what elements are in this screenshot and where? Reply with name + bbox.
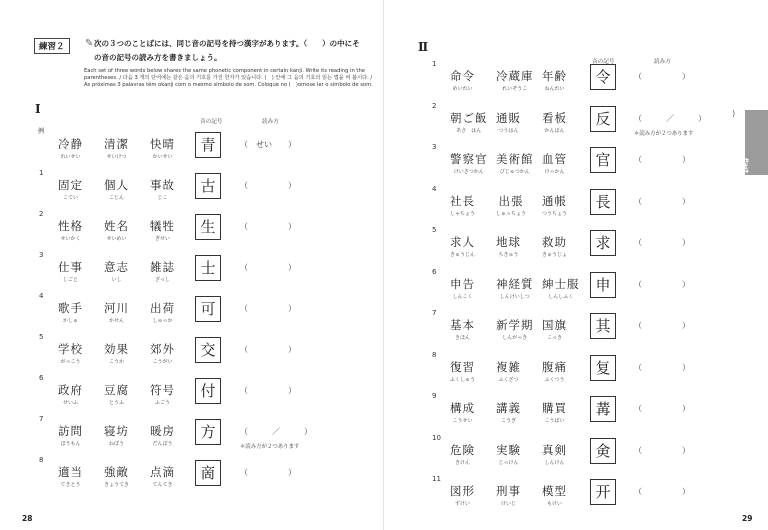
right-item	[384, 351, 768, 383]
part-side-tab	[742, 110, 768, 181]
word-reading: こうばい	[544, 418, 565, 424]
vocab-word	[496, 317, 534, 341]
right-item	[384, 309, 768, 341]
word-reading: かんばん	[544, 127, 565, 134]
left-item	[0, 456, 384, 488]
right-item	[384, 268, 768, 300]
item-number: 8	[39, 456, 44, 464]
phonetic-symbol-box: 复	[590, 355, 616, 381]
word-kanji: 出荷	[150, 301, 175, 315]
word-reading: ほうもん	[60, 441, 81, 447]
right-item	[384, 185, 768, 217]
vocab-word	[542, 483, 567, 507]
word-kanji: 紳士服	[542, 276, 580, 291]
word-kanji: 性格	[58, 219, 83, 233]
left-item	[0, 292, 384, 324]
answer-field[interactable]: （ ）	[634, 238, 690, 247]
left-item	[0, 210, 384, 242]
vocab-word	[58, 341, 83, 365]
word-reading: しんけん	[544, 459, 565, 466]
vocab-word	[542, 359, 567, 383]
word-kanji: 刑事	[496, 484, 521, 498]
vocab-word	[542, 193, 567, 217]
word-reading: ふくしゅう	[450, 376, 476, 383]
word-kanji: 犠牲	[150, 219, 175, 233]
item-number: 2	[39, 210, 44, 218]
answer-field[interactable]: （ ）	[634, 279, 690, 289]
word-kanji: 符号	[150, 383, 175, 397]
margin-mark: )	[732, 109, 736, 118]
answer-field[interactable]: （ ）	[240, 304, 296, 313]
word-reading: せいかく	[60, 236, 81, 242]
word-kanji: 真剣	[542, 442, 567, 457]
vocab-word	[104, 259, 129, 283]
two-readings-note: ＊読み方が２つあります	[240, 444, 300, 450]
vocab-word	[450, 442, 475, 466]
item-number: 2	[432, 101, 437, 110]
phonetic-symbol-box: 冓	[590, 396, 616, 422]
word-reading: ぎせい	[154, 236, 170, 242]
vocab-word	[104, 341, 129, 365]
vocab-word	[450, 317, 475, 341]
item-number: 3	[39, 251, 44, 259]
word-reading: つうはん	[498, 127, 519, 134]
word-kanji: 通販	[496, 110, 521, 125]
word-kanji: 効果	[104, 342, 129, 356]
word-kanji: 点滴	[150, 465, 175, 479]
word-kanji: 社長	[450, 193, 475, 208]
word-kanji: 命令	[450, 69, 475, 83]
word-reading: けっかん	[544, 169, 565, 175]
word-reading: きほん	[454, 335, 470, 341]
vocab-word	[150, 177, 175, 201]
word-kanji: 復習	[450, 359, 475, 374]
word-reading: こうがい	[152, 359, 173, 365]
word-reading: せいけつ	[106, 154, 127, 160]
vocab-word	[104, 177, 129, 201]
word-kanji: 講義	[496, 401, 521, 415]
answer-field[interactable]: （ ）	[634, 155, 690, 164]
answer-field[interactable]: （ せい ）	[240, 140, 296, 149]
word-reading: もけい	[546, 501, 562, 507]
word-reading: びじゅつかん	[499, 169, 530, 175]
left-item	[0, 251, 384, 283]
vocab-word	[58, 218, 83, 242]
word-kanji: 出張	[498, 193, 524, 208]
word-kanji: 国旗	[542, 318, 567, 332]
answer-field[interactable]: （ ）	[634, 321, 690, 330]
word-kanji: 神経質	[496, 276, 534, 291]
right-item	[384, 392, 768, 424]
word-kanji: 学校	[58, 342, 83, 356]
phonetic-symbol-box: 㑒	[590, 438, 616, 464]
vocab-word	[150, 136, 175, 160]
word-reading: ざっし	[154, 277, 170, 283]
word-kanji: 雑誌	[150, 260, 175, 274]
word-kanji: 図形	[450, 484, 475, 498]
vocab-word	[496, 359, 521, 383]
phonetic-symbol-box: 士	[195, 255, 221, 281]
word-reading: れいぞうこ	[502, 86, 528, 92]
word-kanji: 仕事	[58, 260, 83, 274]
two-readings-note: ＊読み方が２つあります	[634, 130, 694, 137]
left-item	[0, 169, 384, 201]
word-kanji: 姓名	[104, 219, 129, 233]
item-number: 7	[39, 415, 44, 423]
item-number: 11	[432, 475, 441, 483]
phonetic-symbol-box: 其	[590, 313, 616, 339]
word-reading: じこ	[157, 195, 168, 201]
vocab-word	[58, 464, 83, 488]
word-kanji: 救助	[542, 235, 567, 249]
word-kanji: 危険	[450, 442, 475, 457]
word-kanji: 実験	[496, 442, 521, 457]
word-kanji: 複雑	[496, 359, 521, 374]
answer-field[interactable]: （ ）	[240, 181, 296, 190]
vocab-word	[542, 400, 567, 424]
col-symbol-header-right: 音の記号	[592, 59, 615, 65]
word-reading: せいふ	[62, 400, 78, 406]
vocab-word	[542, 234, 567, 258]
word-reading: ちきゅう	[498, 252, 519, 258]
vocab-word	[496, 193, 526, 217]
page-number-left: 28	[22, 514, 33, 523]
vocab-word	[450, 110, 488, 134]
word-kanji: 朝ご飯	[450, 110, 488, 125]
vocab-word	[150, 382, 175, 406]
vocab-word	[450, 483, 475, 507]
word-reading: きょうてき	[104, 482, 130, 488]
vocab-word	[104, 136, 129, 160]
word-kanji: 購買	[542, 401, 567, 415]
vocab-word	[450, 68, 475, 92]
word-reading: しんしふく	[548, 293, 574, 300]
pencil-icon: ✎	[85, 38, 94, 49]
right-page	[384, 0, 768, 530]
left-item	[0, 374, 384, 406]
word-reading: しゅっちょう	[496, 210, 527, 217]
item-number: 6	[39, 374, 44, 382]
word-kanji: 年齢	[542, 69, 567, 83]
item-number: 6	[432, 267, 437, 276]
answer-field[interactable]: （ ）	[240, 386, 296, 395]
vocab-word	[542, 276, 580, 300]
answer-field[interactable]: （ ）	[634, 487, 690, 496]
page-number-right: 29	[742, 514, 753, 523]
col-symbol-header: 音の記号	[200, 119, 223, 125]
vocab-word	[496, 110, 521, 134]
item-number: 8	[432, 350, 437, 359]
word-reading: かいせい	[152, 154, 173, 160]
word-reading: しゃちょう	[450, 210, 476, 217]
item-number: 4	[39, 292, 44, 300]
word-reading: きゅうじん	[450, 252, 476, 258]
vocab-word	[450, 276, 475, 300]
word-kanji: 歌手	[58, 301, 83, 315]
item-number: 5	[432, 226, 437, 234]
word-kanji: 新学期	[496, 318, 534, 332]
word-reading: てんてき	[152, 482, 173, 488]
vocab-word	[496, 483, 521, 507]
word-kanji: 申告	[450, 276, 475, 291]
vocab-word	[542, 68, 567, 92]
left-item	[0, 415, 384, 450]
phonetic-symbol-box: 反	[590, 106, 616, 132]
vocab-word	[150, 341, 175, 365]
phonetic-symbol-box: 方	[195, 419, 221, 445]
answer-field[interactable]: （ ）	[634, 196, 690, 206]
col-reading-header-right: 読み方	[654, 59, 671, 65]
word-kanji: 河川	[104, 301, 129, 315]
vocab-word	[58, 300, 83, 324]
left-item	[0, 128, 384, 160]
word-reading: れいせい	[60, 154, 81, 160]
word-kanji: 腹痛	[542, 359, 567, 374]
vocab-word	[496, 68, 534, 92]
answer-field[interactable]: （ ）	[634, 362, 690, 372]
answer-field[interactable]: （ ）	[634, 72, 690, 81]
vocab-word	[496, 442, 521, 466]
word-kanji: 意志	[104, 260, 129, 274]
word-reading: きけん	[454, 459, 470, 466]
word-kanji: 基本	[450, 318, 475, 332]
vocab-word	[58, 136, 83, 160]
word-reading: けいじ	[500, 501, 516, 507]
word-reading: かしゅ	[62, 318, 78, 324]
word-reading: こうせい	[452, 418, 473, 424]
answer-field[interactable]: （ ）	[240, 222, 296, 231]
word-kanji: 個人	[104, 178, 129, 192]
vocab-word	[542, 110, 567, 134]
word-reading: しゅっか	[152, 318, 173, 324]
word-kanji: 固定	[58, 178, 83, 192]
word-reading: ふごう	[154, 400, 170, 406]
vocab-word	[496, 234, 521, 258]
word-reading: こうぎ	[500, 418, 516, 424]
word-kanji: 政府	[58, 383, 83, 397]
word-reading: ずけい	[454, 501, 470, 507]
vocab-word	[542, 442, 567, 466]
item-number: 10	[432, 433, 441, 442]
word-reading: しんこく	[452, 293, 473, 300]
instruction-translations: Each set of three words below shares the same phonetic component in certain kanji. Write its reading in the parentheses. / 다음 3 개의 단어에는 같은 음의 기호를 가진 한자가 있습니다. ( ) 안에 그 음의 기호의 읽는 법을 써 봅시다. / As próximas 3 palavras têm okanji com o mesmo símbolo de som. Coloque no ( )omose ler o símbolo de som.	[84, 68, 373, 88]
vocab-word	[104, 300, 129, 324]
phonetic-symbol-box: 交	[195, 337, 221, 363]
word-reading: つうちょう	[542, 210, 568, 217]
word-kanji: 訪問	[58, 424, 83, 438]
word-reading: こじん	[108, 195, 124, 201]
vocab-word	[104, 218, 129, 242]
answer-field[interactable]: （ ）	[240, 263, 296, 272]
word-reading: きゅうじょ	[542, 252, 568, 258]
vocab-word	[150, 423, 175, 447]
word-kanji: 暖房	[150, 424, 175, 438]
vocab-word	[58, 259, 83, 283]
vocab-word	[450, 151, 488, 175]
word-reading: とうふ	[108, 400, 124, 406]
word-kanji: 清潔	[104, 137, 129, 151]
right-item	[384, 475, 768, 507]
phonetic-symbol-box: 可	[195, 296, 221, 322]
item-number: 3	[432, 143, 437, 151]
vocab-word	[150, 464, 175, 488]
word-kanji: 豆腐	[104, 383, 129, 397]
vocab-word	[450, 193, 475, 217]
word-reading: ふくざつ	[498, 376, 519, 383]
exercise-badge: 練習２	[34, 38, 70, 54]
word-kanji: 強敵	[104, 465, 129, 479]
word-kanji: 事故	[150, 178, 175, 192]
word-reading: せいめい	[106, 236, 127, 242]
word-reading: じっけん	[498, 459, 519, 466]
word-kanji: 求人	[450, 235, 475, 249]
right-item	[384, 60, 768, 92]
vocab-word	[58, 382, 83, 406]
vocab-word	[496, 400, 521, 424]
col-reading-header: 読み方	[262, 119, 279, 125]
phonetic-symbol-box: 付	[195, 378, 221, 404]
answer-field[interactable]: （ ）	[240, 345, 296, 354]
right-item	[384, 226, 768, 258]
word-reading: しんけいしつ	[499, 293, 530, 300]
word-reading: しんがっき	[502, 335, 528, 341]
right-item	[384, 101, 768, 137]
vocab-word	[542, 151, 567, 175]
item-number: 9	[432, 392, 437, 400]
item-number: 4	[432, 184, 437, 193]
word-reading: ねぼう	[108, 441, 124, 447]
word-reading: いし	[111, 277, 122, 283]
word-reading: こてい	[62, 195, 78, 201]
word-reading: ねんれい	[544, 86, 565, 92]
word-reading: けいさつかん	[453, 169, 484, 175]
word-reading: こうか	[108, 359, 124, 365]
item-number: 1	[432, 60, 437, 68]
word-kanji: 冷蔵庫	[496, 69, 534, 83]
answer-field[interactable]: （ ）	[634, 445, 690, 455]
word-kanji: 警察官	[450, 152, 488, 166]
phonetic-symbol-box: 青	[195, 132, 221, 158]
right-item	[384, 434, 768, 466]
left-item	[0, 333, 384, 365]
word-kanji: 郊外	[150, 342, 175, 356]
vocab-word	[450, 359, 475, 383]
word-kanji: 寝坊	[104, 424, 129, 438]
answer-field[interactable]: （ ／ ）	[634, 113, 706, 123]
instruction-japanese: 次の３つのことばには、同じ音の記号を持つ漢字があります。（ ）の中にその音の記号の読み方を書きましょう。	[94, 39, 360, 62]
vocab-word	[104, 423, 129, 447]
answer-field[interactable]: （ ）	[240, 468, 296, 477]
right-item	[384, 143, 768, 175]
word-reading: あさ はん	[456, 127, 482, 134]
word-reading: がっこう	[60, 359, 81, 365]
word-reading: ふくつう	[544, 376, 565, 383]
word-reading: めいれい	[452, 86, 473, 92]
section-two-title: Ⅱ	[418, 40, 429, 54]
answer-field[interactable]: （ ／ ）	[240, 427, 312, 436]
word-kanji: 美術館	[496, 152, 534, 166]
answer-field[interactable]: （ ）	[634, 404, 690, 413]
vocab-word	[150, 218, 175, 242]
word-kanji: 快晴	[150, 137, 175, 151]
phonetic-symbol-box: 求	[590, 230, 616, 256]
vocab-word	[542, 317, 567, 341]
word-reading: てきとう	[60, 482, 81, 488]
word-kanji: 地球	[496, 235, 521, 249]
item-number: 1	[39, 169, 44, 177]
phonetic-symbol-box: 申	[590, 272, 616, 298]
vocab-word	[150, 300, 175, 324]
vocab-word	[450, 234, 475, 258]
phonetic-symbol-box: 長	[590, 189, 616, 215]
word-kanji: 適当	[58, 465, 83, 479]
section-one-title: Ⅰ	[35, 102, 41, 116]
word-reading: こっき	[547, 335, 562, 341]
vocab-word	[104, 464, 129, 488]
part-tab-label: Part 1	[742, 158, 750, 181]
word-kanji: 冷静	[58, 137, 83, 151]
phonetic-symbol-box: 生	[195, 214, 221, 240]
phonetic-symbol-box: 官	[590, 147, 616, 173]
vocab-word	[104, 382, 129, 406]
item-number: 7	[432, 309, 437, 317]
phonetic-symbol-box: 开	[590, 479, 616, 505]
word-reading: かせん	[108, 318, 124, 324]
word-reading: だんぼう	[152, 441, 173, 447]
phonetic-symbol-box: 令	[590, 64, 616, 90]
word-kanji: 構成	[450, 401, 475, 415]
vocab-word	[58, 423, 83, 447]
phonetic-symbol-box: 古	[195, 173, 221, 199]
item-number: 5	[39, 333, 44, 341]
vocab-word	[496, 276, 534, 300]
word-kanji: 模型	[542, 484, 567, 498]
example-label: 例	[38, 128, 45, 135]
word-kanji: 通帳	[542, 193, 567, 208]
vocab-word	[58, 177, 83, 201]
vocab-word	[496, 151, 534, 175]
vocab-word	[150, 259, 175, 283]
phonetic-symbol-box: 啇	[195, 460, 221, 486]
word-kanji: 看板	[542, 110, 567, 125]
vocab-word	[450, 400, 475, 424]
word-kanji: 血管	[542, 152, 567, 166]
word-reading: しごと	[62, 277, 78, 283]
